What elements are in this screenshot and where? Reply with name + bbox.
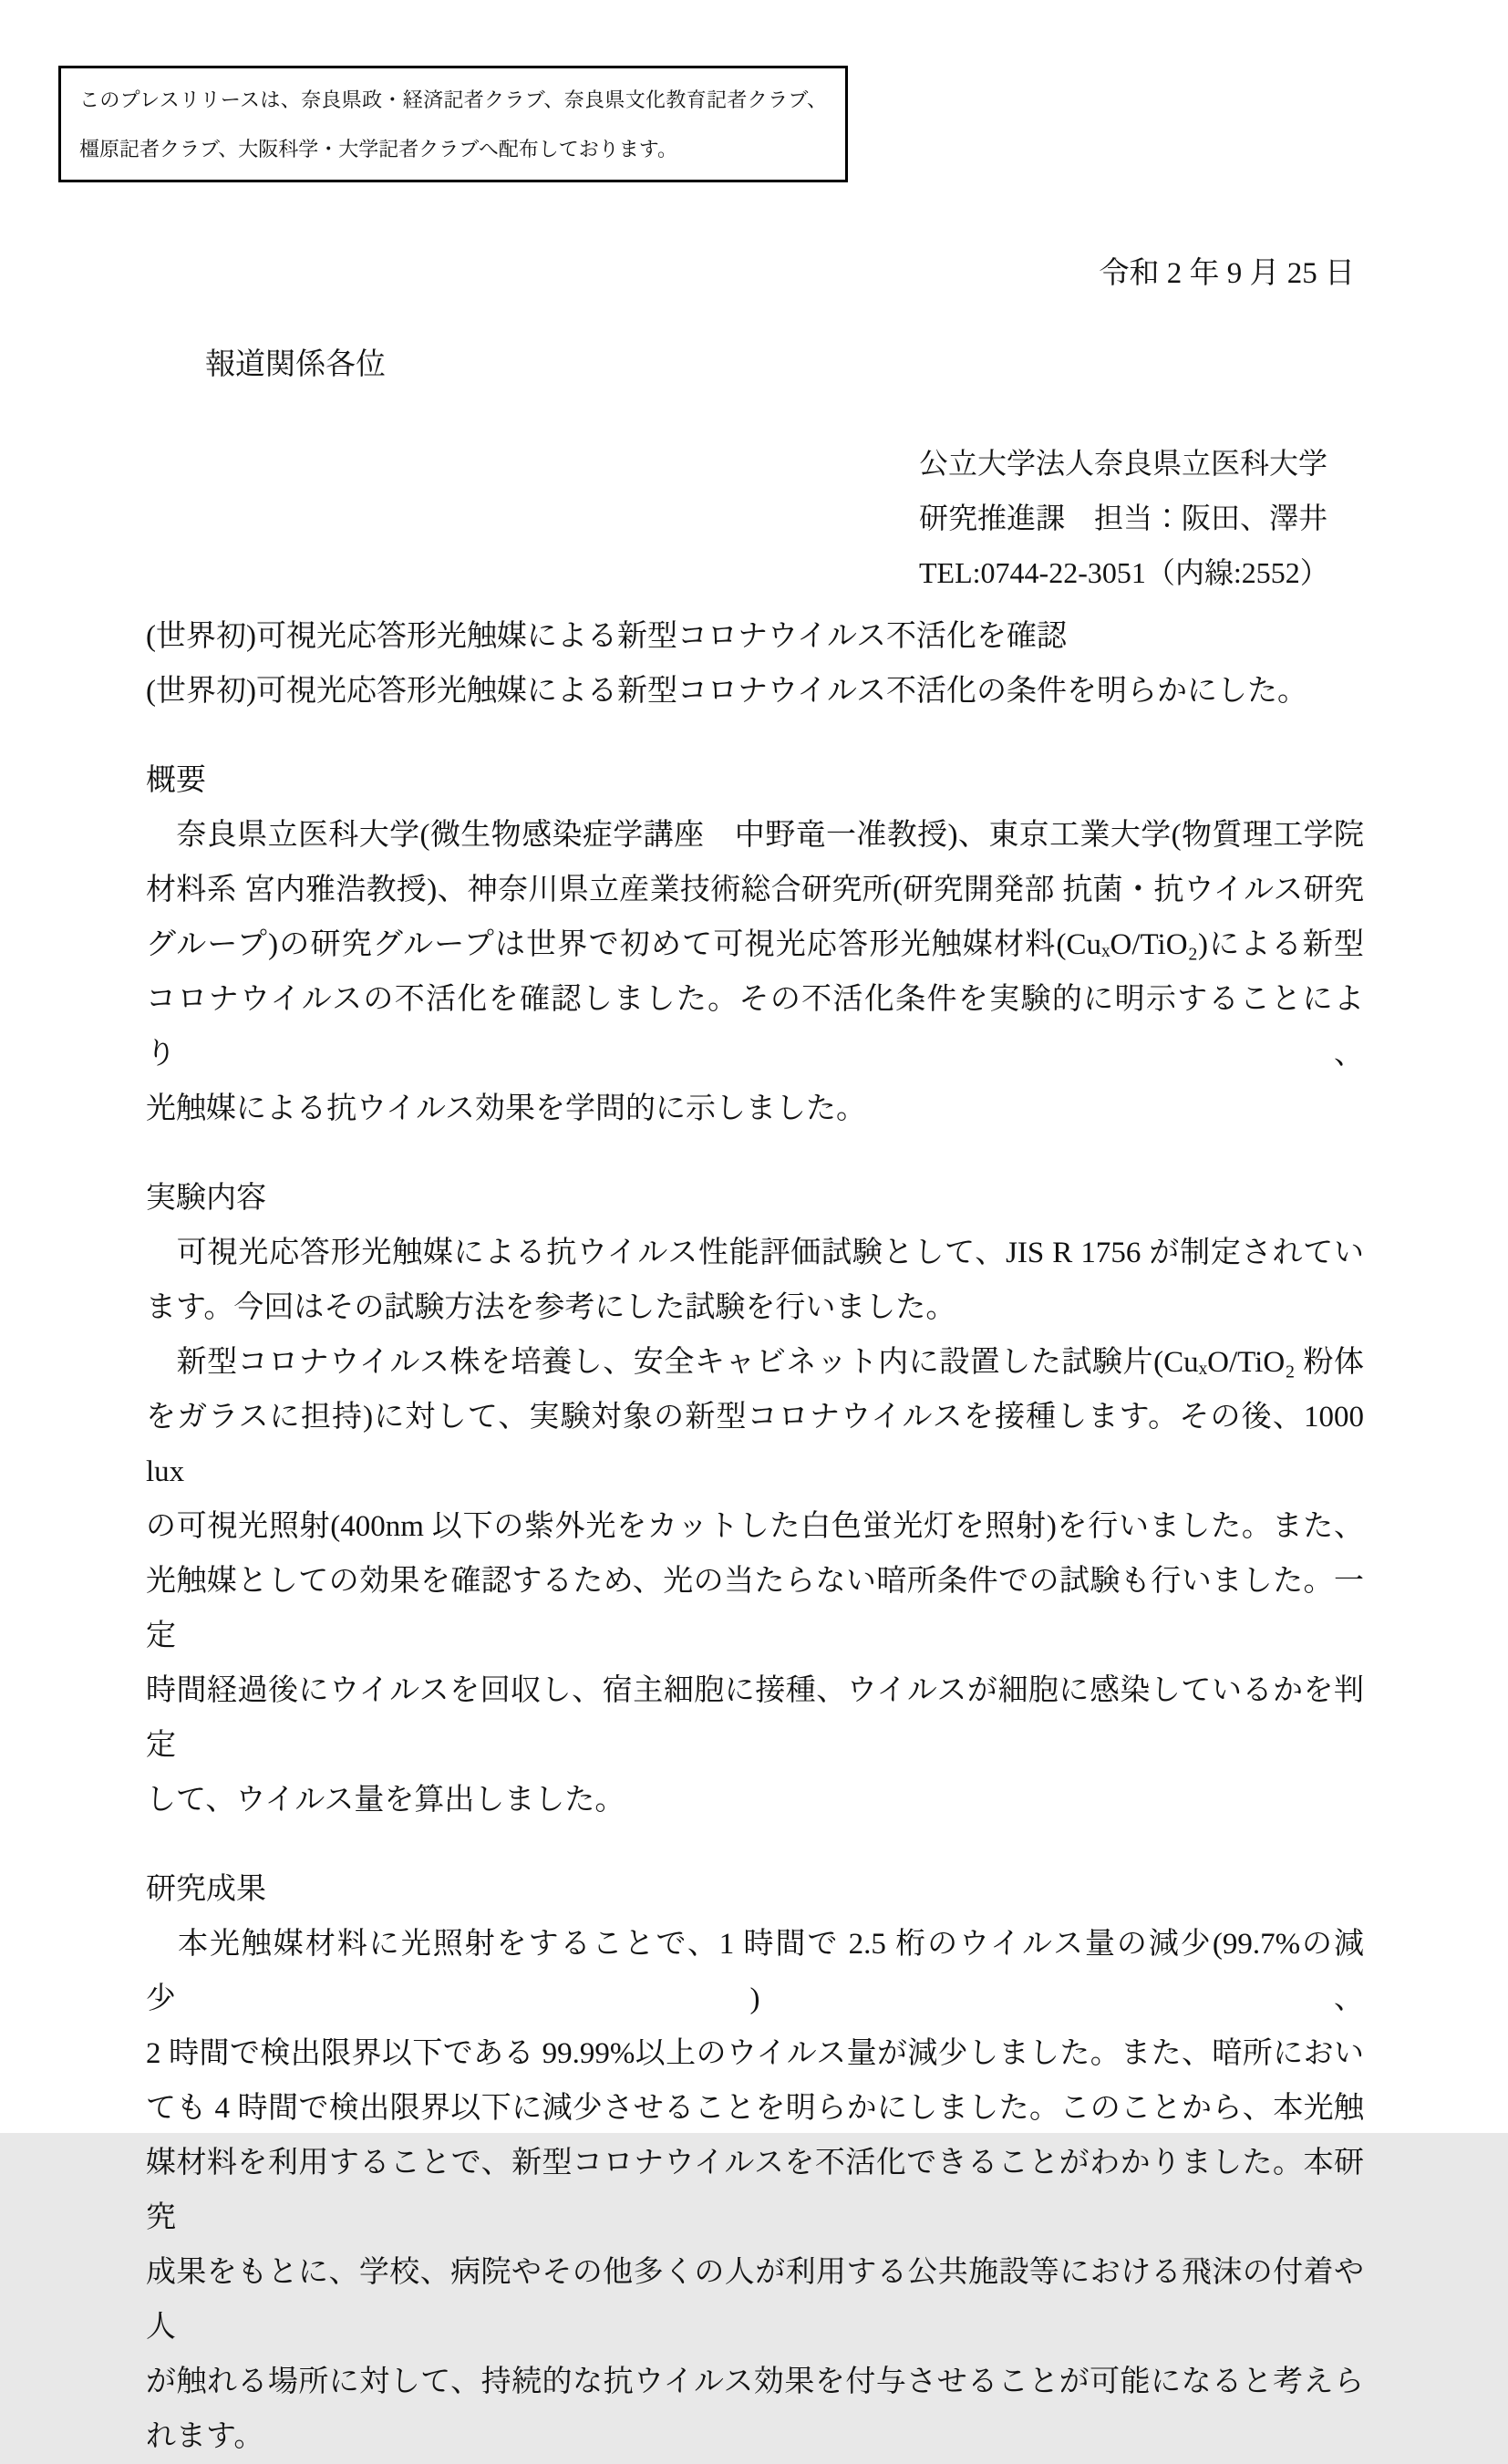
results-body-line: 本光触媒材料に光照射をすることで、1 時間で 2.5 桁のウイルス量の減少(99.7%の減少)、 — [146, 1928, 1364, 2015]
overview-body-line: グループ)の研究グループは世界で初めて可視光応答形光触媒材料(CuₓO/TiO₂)による新型 — [146, 928, 1364, 961]
document-body — [146, 609, 1364, 2464]
experiment-body-line: ます。今回はその試験方法を参考にした試験を行いました。 — [146, 1291, 956, 1324]
sender-block — [919, 436, 1329, 600]
overview-body-line: 奈良県立医科大学(微生物感染症学講座 中野竜一准教授)、東京工業大学(物質理工学院 — [146, 819, 1364, 852]
experiment-body-line: 可視光応答形光触媒による抗ウイルス性能評価試験として、JIS R 1756 が制定されてい — [146, 1237, 1364, 1269]
section-overview — [146, 753, 1364, 1136]
results-body-line: ても 4 時間で検出限界以下に減少させることを明らかにしました。このことから、本光触 — [146, 2092, 1364, 2125]
section-experiment — [146, 1171, 1364, 1827]
document-title-line-1: (世界初)可視光応答形光触媒による新型コロナウイルス不活化を確認 — [146, 620, 1067, 653]
section-results — [146, 1862, 1364, 2464]
results-body-line: が触れる場所に対して、持続的な抗ウイルス効果を付与させることが可能になると考えら — [146, 2366, 1364, 2398]
results-body-line: 2 時間で検出限界以下である 99.99%以上のウイルス量が減少しました。また、暗所におい — [146, 2037, 1364, 2070]
document-date: 令和 2 年 9 月 25 日 — [1099, 257, 1355, 290]
results-heading: 研究成果 — [146, 1873, 266, 1906]
experiment-body-line: をガラスに担持)に対して、実験対象の新型コロナウイルスを接種します。その後、1000 lux — [146, 1401, 1364, 1488]
results-body-line: 成果をもとに、学校、病院やその他多くの人が利用する公共施設等における飛沫の付着や人 — [146, 2256, 1365, 2344]
press-distribution-box — [58, 66, 848, 182]
experiment-heading: 実験内容 — [146, 1182, 266, 1215]
overview-body-line: コロナウイルスの不活化を確認しました。その不活化条件を実験的に明示することにより、 — [146, 983, 1364, 1071]
results-body-line: れます。 — [146, 2420, 264, 2453]
recipient-label: 報道関係各位 — [205, 348, 386, 381]
experiment-body-line: 光触媒としての効果を確認するため、光の当たらない暗所条件での試験も行いました。一定 — [146, 1565, 1364, 1652]
sender-phone: TEL:0744-22-3051（内線:2552） — [919, 556, 1329, 589]
overview-heading: 概要 — [146, 764, 206, 797]
experiment-body-line: の可視光照射(400nm 以下の紫外光をカットした白色蛍光灯を照射)を行いました。また、 — [146, 1510, 1364, 1543]
document-title-line-2: (世界初)可視光応答形光触媒による新型コロナウイルス不活化の条件を明らかにした。 — [146, 675, 1307, 708]
experiment-body-line: 新型コロナウイルス株を培養し、安全キャビネット内に設置した試験片(CuₓO/TiO₂ 粉体 — [146, 1346, 1364, 1379]
press-distribution-line: このプレスリリースは、奈良県政・経済記者クラブ、奈良県文化教育記者クラブ、 — [79, 88, 827, 111]
experiment-body-line: 時間経過後にウイルスを回収し、宿主細胞に接種、ウイルスが細胞に感染しているかを判定 — [146, 1674, 1364, 1762]
results-body-line: 媒材料を利用することで、新型コロナウイルスを不活化できることがわかりました。本研究 — [146, 2147, 1364, 2234]
sender-organization: 公立大学法人奈良県立医科大学 — [919, 447, 1328, 480]
overview-body-line: 材料系 宮内雅浩教授)、神奈川県立産業技術総合研究所(研究開発部 抗菌・抗ウイルス研究 — [146, 874, 1364, 906]
sender-department-contact: 研究推進課 担当：阪田、澤井 — [919, 502, 1328, 534]
press-distribution-line: 橿原記者クラブ、大阪科学・大学記者クラブへ配布しております。 — [79, 138, 678, 160]
experiment-body-line: して、ウイルス量を算出しました。 — [146, 1784, 625, 1817]
overview-body-line: 光触媒による抗ウイルス効果を学問的に示しました。 — [146, 1092, 867, 1125]
